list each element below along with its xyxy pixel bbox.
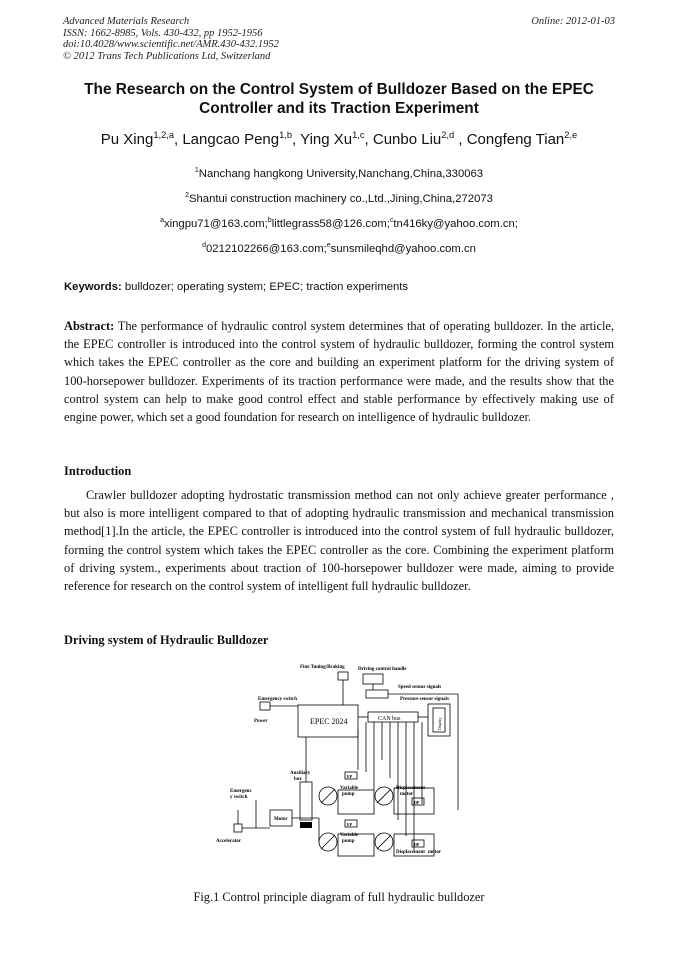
- email-link[interactable]: xingpu71@163.com;: [163, 218, 268, 230]
- section-heading-driving-system: Driving system of Hydraulic Bulldozer: [64, 633, 269, 647]
- aff-sup: 1: [194, 167, 199, 175]
- email-line-1: [40, 218, 638, 230]
- online-date: Online: 2012-01-03: [531, 16, 615, 27]
- email-sup: b: [267, 217, 272, 225]
- figure-caption: Fig.1 Control principle diagram of full hydraulic bulldozer: [193, 890, 485, 904]
- email-sup: a: [160, 217, 164, 225]
- label-variable-pump-2b: pump: [342, 839, 355, 844]
- aff-text: Shantui construction machinery co.,Ltd.,Jining,China,272073: [188, 193, 493, 205]
- author-name: Ying Xu: [300, 131, 353, 148]
- section-heading-introduction: Introduction: [64, 464, 132, 478]
- author-name: Pu Xing: [100, 131, 154, 148]
- introduction-text: Crawler bulldozer adopting hydrostatic transmission method can not only achieve greater performance , but also is more intelligent compared to that of adopting hydraulic transmission and mechanical transmission method[1].In the article, the EPEC controller is introduced into the control system of full hydraulic bulldozer, forming the control system which takes the EPEC controller as the core. Combining the experiment platform of driving system., experiments about traction of 100-horsepower bulldozer were made, aiming to provide reference for research on the control system of intelligent full hydraulic bulldozer.: [64, 488, 614, 594]
- auxiliary-box: [300, 782, 312, 820]
- aff-text: Nanchang hangkong University,Nanchang,China,330063: [198, 168, 484, 180]
- paper-title: The Research on the Control System of Bulldozer Based on the EPEC Controller and its Traction Experiment: [84, 81, 594, 117]
- author-sup: 2,d: [441, 130, 455, 140]
- keywords: [64, 281, 408, 293]
- author-sup: 1,b: [279, 130, 293, 140]
- accelerator-pedal: [234, 824, 242, 832]
- label-displacement-1b: motor: [400, 792, 414, 797]
- email-line-2: [40, 243, 638, 255]
- keywords-label: Keywords:: [64, 281, 122, 293]
- label-ep-2: EP: [347, 822, 353, 827]
- control-diagram: [208, 660, 478, 880]
- author-separator: ,: [292, 131, 301, 148]
- label-variable-pump-1b: pump: [342, 792, 355, 797]
- label-power: Power: [254, 719, 268, 724]
- label-driving-handle: Driving control handle: [358, 667, 407, 672]
- author-name: Cunbo Liu: [372, 131, 442, 148]
- label-auxiliary-1: Auxiliary: [290, 771, 311, 776]
- label-auxiliary-2: box: [294, 777, 302, 782]
- author-sup: 1,c: [352, 130, 365, 140]
- label-variable-pump-1a: Variable: [340, 786, 359, 791]
- email-sup: e: [326, 242, 331, 250]
- speed-sensor-box: [366, 690, 388, 698]
- label-can-bus: CAN bus: [378, 716, 401, 722]
- abstract-text: The performance of hydraulic control system determines that of operating bulldozer. In the article, the EPEC controller is introduced into the control system of hydraulic bulldozer, forming the control system which takes the EPEC controller as the core and building an experiment platform for the driving system of 100-horsepower bulldozer. Experiments of its traction performance were made, and the results show that the control system can help to make good control effect and stable performance by effectively making use of engine power, which set a good foundation for research on intelligence of hydraulic bulldozer.: [64, 319, 614, 425]
- author-sup: 1,2,a: [153, 130, 174, 140]
- running-header: [63, 16, 279, 62]
- label-speed-sensor: Speed sensor signals: [398, 685, 442, 690]
- email-sup: c: [389, 217, 394, 225]
- label-fine-tuning: Fine Tuning/Braking: [300, 665, 345, 670]
- author-name: Congfeng Tian: [466, 131, 565, 148]
- copyright-line: © 2012 Trans Tech Publications Ltd, Switzerland: [63, 50, 271, 62]
- aff-sup: 2: [185, 192, 189, 200]
- author-separator: ,: [454, 131, 467, 148]
- driving-handle: [363, 674, 383, 684]
- label-pressure-sensor: Pressure sensor signals: [400, 697, 449, 702]
- author-separator: ,: [174, 131, 183, 148]
- label-displacement-2a: Displacement: [396, 850, 425, 855]
- label-ep-1: EP: [347, 774, 353, 779]
- author-sup: 2,e: [564, 130, 578, 140]
- abstract-label: Abstract:: [64, 319, 115, 333]
- email-sup: d: [202, 242, 206, 250]
- label-displacement-1a: Displacement: [396, 786, 425, 791]
- label-dp-2: DP: [414, 842, 420, 847]
- journal-name: Advanced Materials Research: [63, 16, 190, 27]
- abstract: [64, 317, 614, 426]
- doi-line: doi:10.4028/www.scientific.net/AMR.430-432.1952: [63, 39, 279, 50]
- label-displacement-2b: motor: [428, 850, 442, 855]
- issn-line: ISSN: 1662-8985, Vols. 430-432, pp 1952-1956: [63, 27, 263, 39]
- author-list: [40, 131, 638, 148]
- label-accelerator: Accelerator: [216, 839, 241, 844]
- aux-filler: [300, 822, 312, 828]
- email-link[interactable]: littlegrass58@126.com;: [271, 218, 390, 230]
- label-motor: Motor: [274, 817, 288, 822]
- affiliation-1: [40, 168, 638, 180]
- label-dp-1: DP: [414, 800, 420, 805]
- label-variable-pump-2a: Variable: [340, 833, 359, 838]
- keywords-text: bulldozer; operating system; EPEC; traction experiments: [121, 281, 409, 293]
- affiliation-2: [40, 193, 638, 205]
- emergency-switch-box: [260, 702, 270, 710]
- label-display: Display: [437, 717, 442, 730]
- fine-tuning-pedal: [338, 672, 348, 680]
- label-epec: EPEC 2024: [310, 717, 348, 726]
- author-name: Langcao Peng: [182, 131, 280, 148]
- email-link[interactable]: sunsmileqhd@yahoo.com.cn: [330, 243, 476, 255]
- author-separator: ,: [364, 131, 373, 148]
- label-emergency-left-2: y switch: [230, 795, 248, 800]
- label-emergency-switch-top: Emergency switch: [258, 697, 298, 702]
- email-link[interactable]: tn416ky@yahoo.com.cn;: [393, 218, 518, 230]
- email-link[interactable]: 0212102266@163.com;: [206, 243, 327, 255]
- label-emergency-left-1: Emergenc: [230, 789, 252, 794]
